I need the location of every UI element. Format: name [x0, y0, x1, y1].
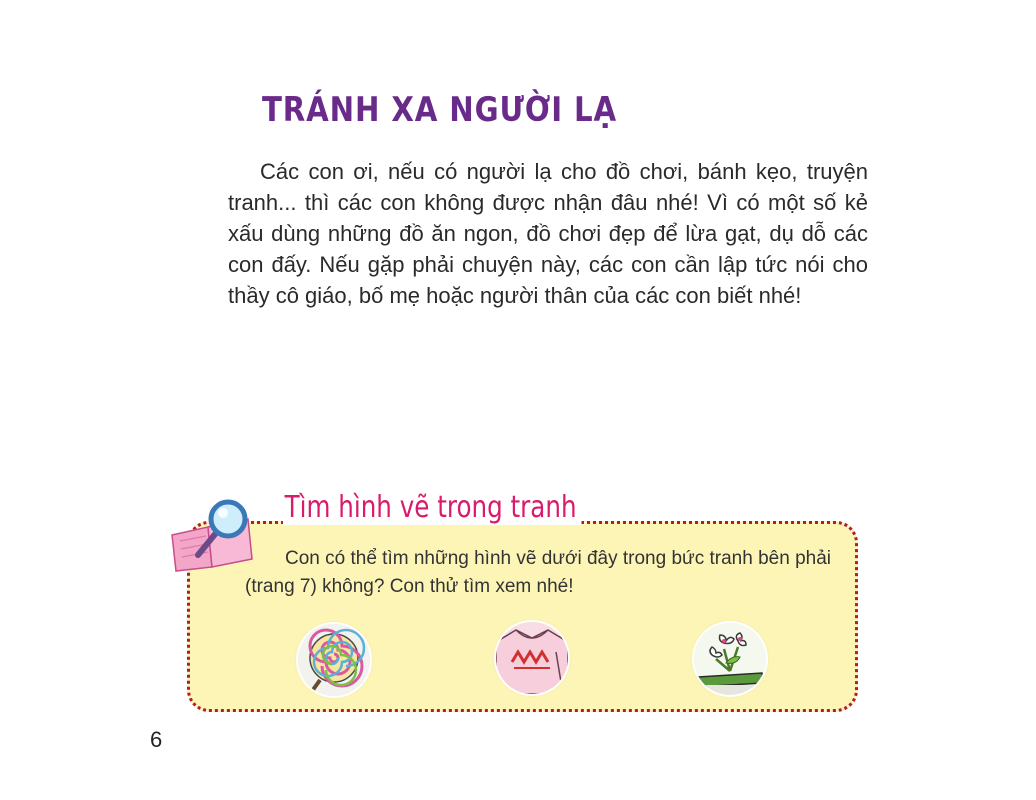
story-line: xấu dùng những đồ ăn ngon, đồ chơi đẹp để lừa gạt, dụ dỗ các — [228, 221, 868, 246]
lollipop-icon — [298, 624, 370, 696]
story-line: Các con ơi, nếu có người lạ cho đồ chơi, bánh kẹo, truyện — [260, 159, 868, 184]
page-title: TRÁNH XA NGƯỜI LẠ — [262, 90, 617, 130]
shirt-pattern-icon — [496, 622, 568, 694]
story-line: tranh... thì các con không được nhận đâu nhé! Vì có một số kẻ — [228, 190, 868, 215]
activity-text — [245, 545, 845, 601]
story-text — [228, 156, 868, 311]
activity-line: Con có thể tìm những hình vẽ dưới đây trong bức tranh bên phải — [285, 548, 831, 569]
story-line: thầy cô giáo, bố mẹ hoặc người thân của các con biết nhé! — [228, 283, 802, 308]
activity-title: Tìm hình vẽ trong tranh — [283, 490, 581, 525]
story-line: con đấy. Nếu gặp phải chuyện này, các con cần lập tức nói cho — [228, 252, 868, 277]
activity-line: (trang 7) không? Con thử tìm xem nhé! — [245, 576, 574, 597]
flower-pot-icon — [694, 623, 766, 695]
page-number: 6 — [150, 727, 163, 752]
